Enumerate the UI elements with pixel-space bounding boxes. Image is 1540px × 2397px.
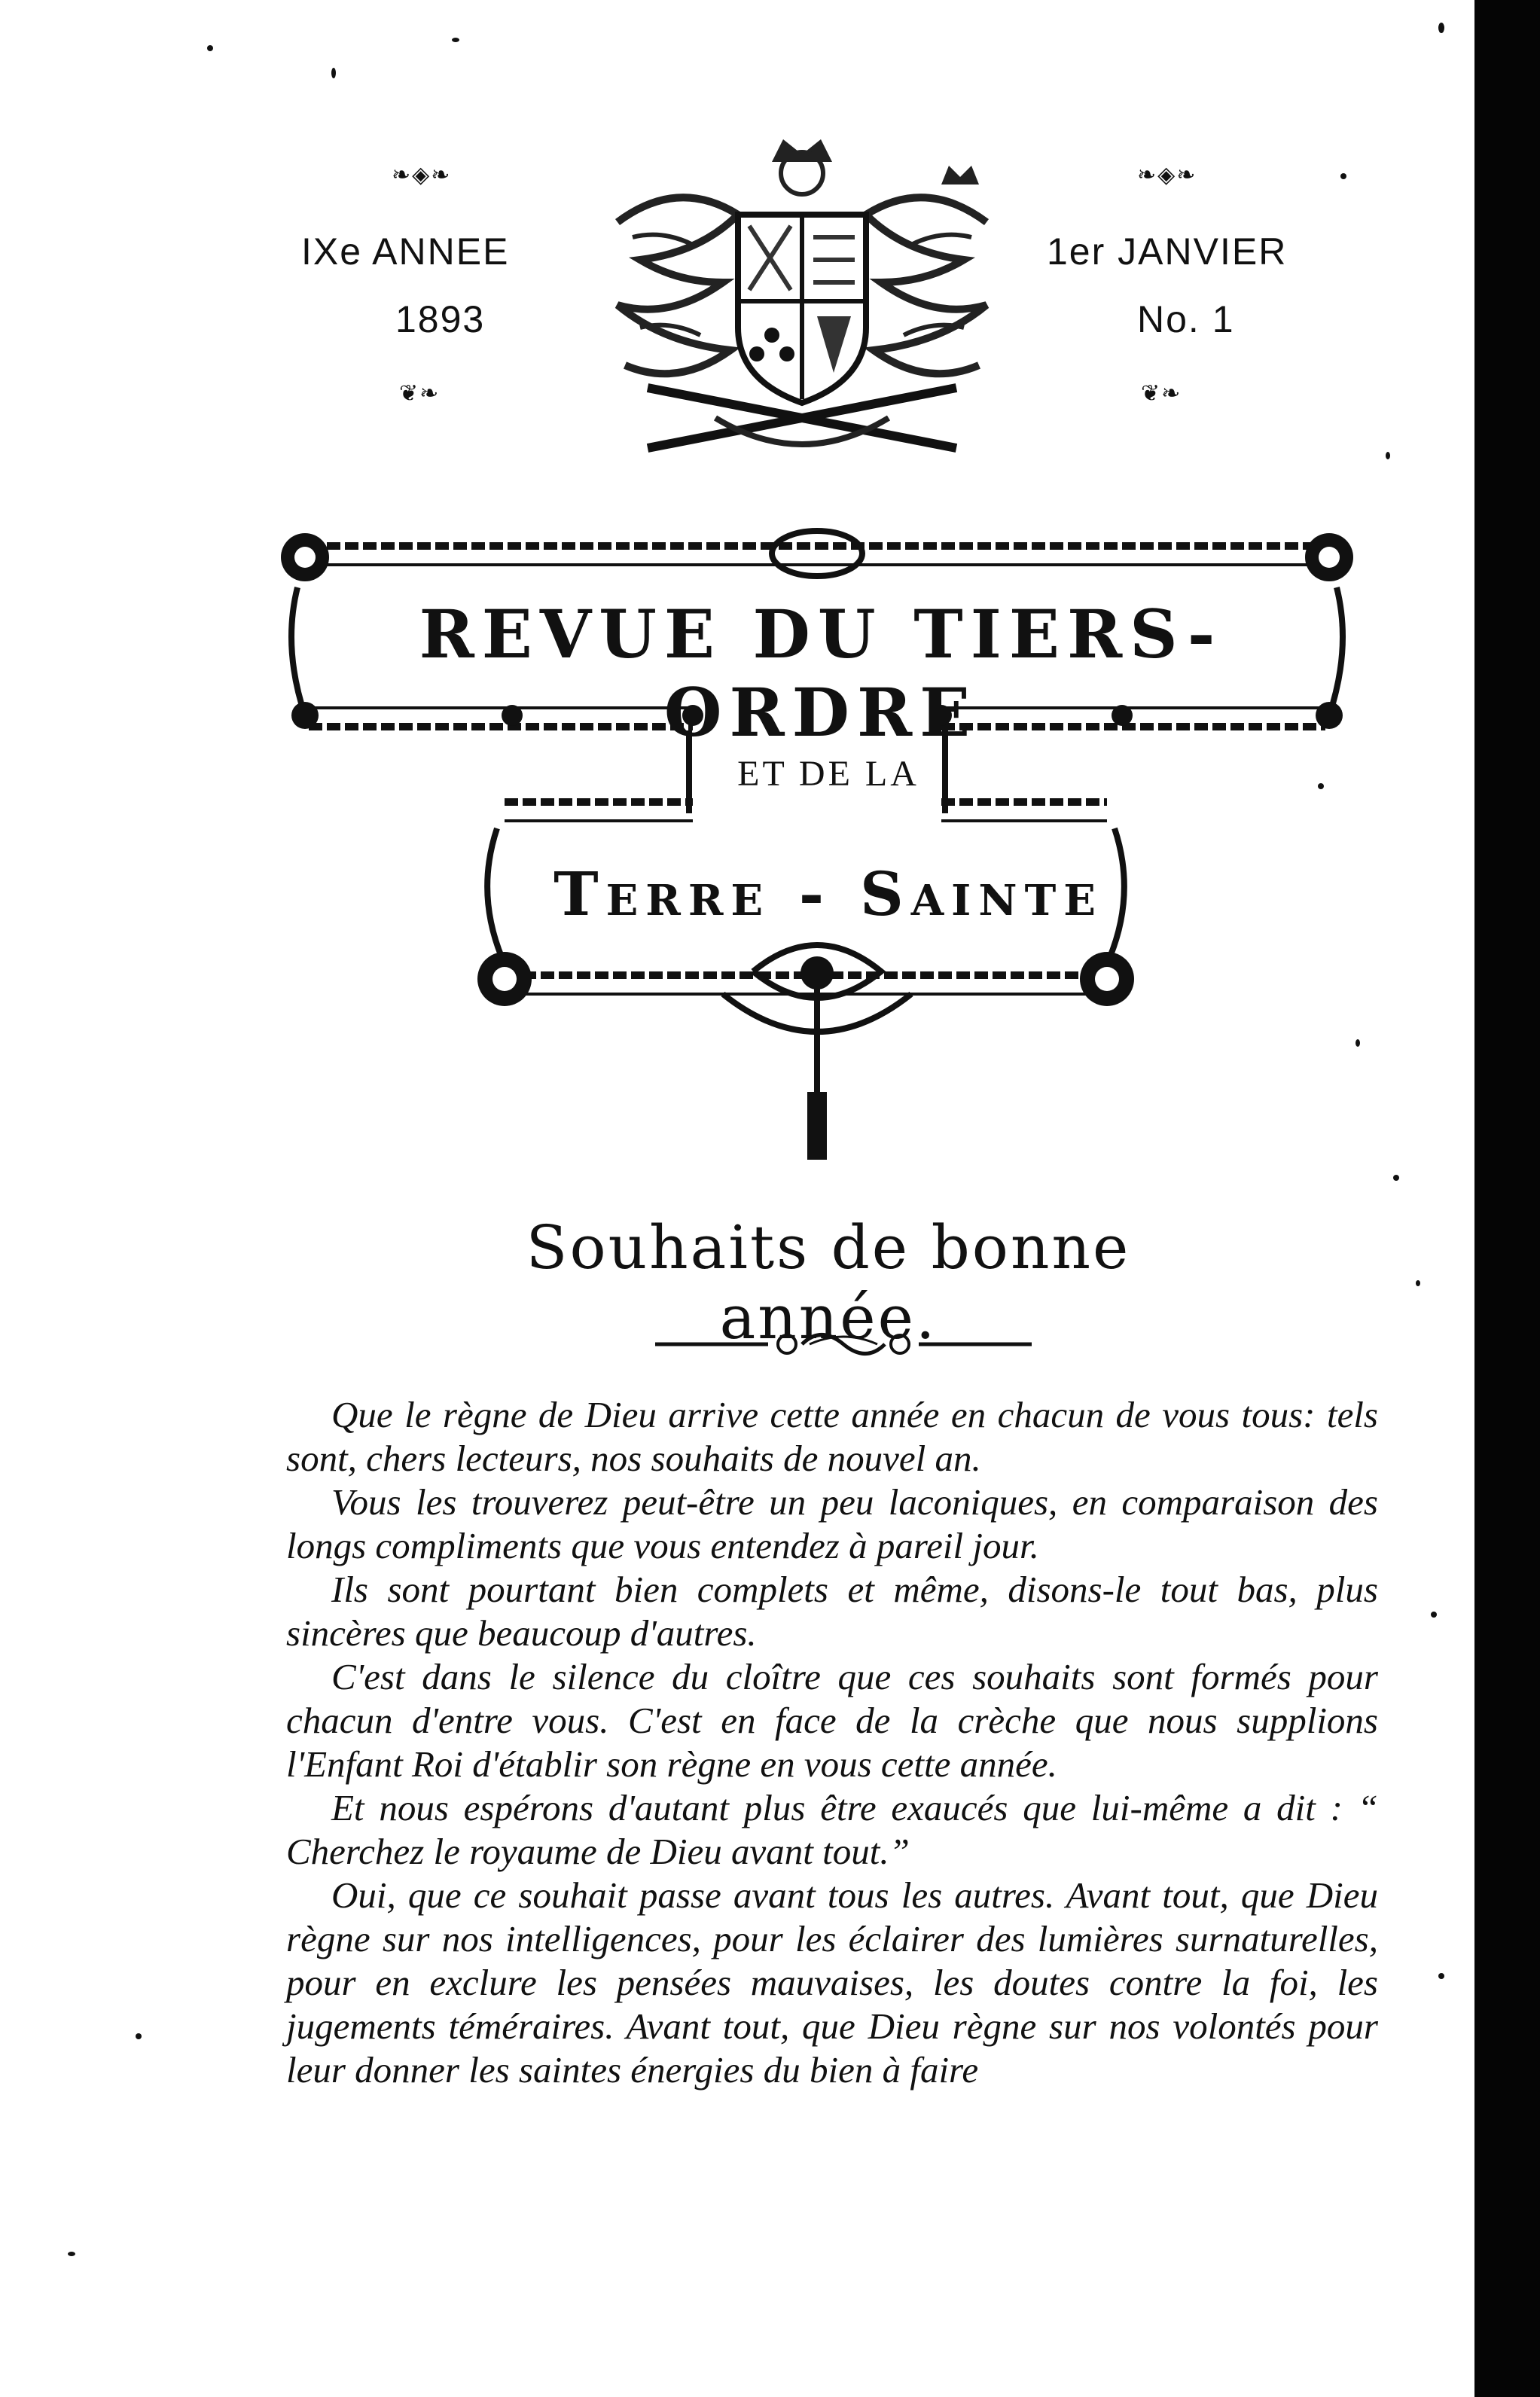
article-title: Souhaits de bonne année. — [526, 1212, 1131, 1353]
scan-edge-bar — [1474, 0, 1540, 2397]
flourish-divider-icon — [655, 1322, 1032, 1367]
issue-number-label: No. 1 — [1137, 298, 1235, 340]
masthead-title: REVUE DU TIERS-ORDRE — [419, 595, 1223, 752]
scan-speck — [68, 2252, 75, 2256]
header-ornament-right-top: ❧◈❧ — [1137, 163, 1197, 188]
volume-label: IXe ANNEE — [301, 230, 510, 273]
article-paragraph-3: Ils sont pourtant bien complets et même, disons-le tout bas, plus sincères que beaucoup d'autres. — [286, 1569, 1378, 1654]
year-label: 1893 — [395, 298, 486, 340]
header-ornament-left-bottom: ❦❧ — [399, 381, 441, 406]
scan-speck — [1438, 23, 1444, 33]
article-paragraph-6: Oui, que ce souhait passe avant tous les autres. Avant tout, que Dieu règne sur nos intelligences, pour les éclairer des lumières surnaturelles, pour en exclure les pensées mauvaises, les doutes contre la foi, les jugements téméraires. Avant tout, que Dieu règne sur nos volontés pour leur donner les saintes énergies du bien à faire — [286, 1874, 1378, 2091]
scan-speck — [207, 45, 213, 51]
scan-speck — [1416, 1280, 1420, 1286]
header-ornament-right-bottom: ❦❧ — [1141, 381, 1182, 406]
date-label: 1er JANVIER — [1047, 230, 1288, 273]
article-paragraph-4: C'est dans le silence du cloître que ces souhaits sont formés pour chacun d'entre vous. C'est en face de la crèche que nous supplions l'Enfant Roi d'établir son règne en vous cette année. — [286, 1656, 1378, 1785]
article-paragraph-5: Et nous espérons d'autant plus être exaucés que lui-même a dit : “ Cherchez le royaume de Dieu avant tout.” — [286, 1787, 1378, 1872]
article-body — [286, 1393, 1378, 2092]
coat-of-arms-crest-icon — [587, 132, 1017, 478]
scan-speck — [1431, 1612, 1437, 1618]
masthead-connector: ET DE LA — [737, 754, 919, 794]
header-ornament-left-top: ❧◈❧ — [392, 163, 452, 188]
masthead-subtitle: Terre - Sainte — [553, 858, 1103, 929]
scan-speck — [331, 68, 336, 78]
scan-speck — [1340, 173, 1346, 179]
scan-speck — [452, 38, 459, 42]
article-paragraph-1: Que le règne de Dieu arrive cette année en chacun de vous tous: tels sont, chers lecteurs, nos souhaits de nouvel an. — [286, 1394, 1378, 1479]
article-paragraph-2: Vous les trouverez peut-être un peu laconiques, en comparaison des longs compliments que vous entendez à pareil jour. — [286, 1481, 1378, 1566]
scan-speck — [136, 2033, 142, 2039]
scan-speck — [1386, 452, 1390, 459]
scan-speck — [1393, 1175, 1399, 1181]
scan-speck — [1438, 1973, 1444, 1979]
